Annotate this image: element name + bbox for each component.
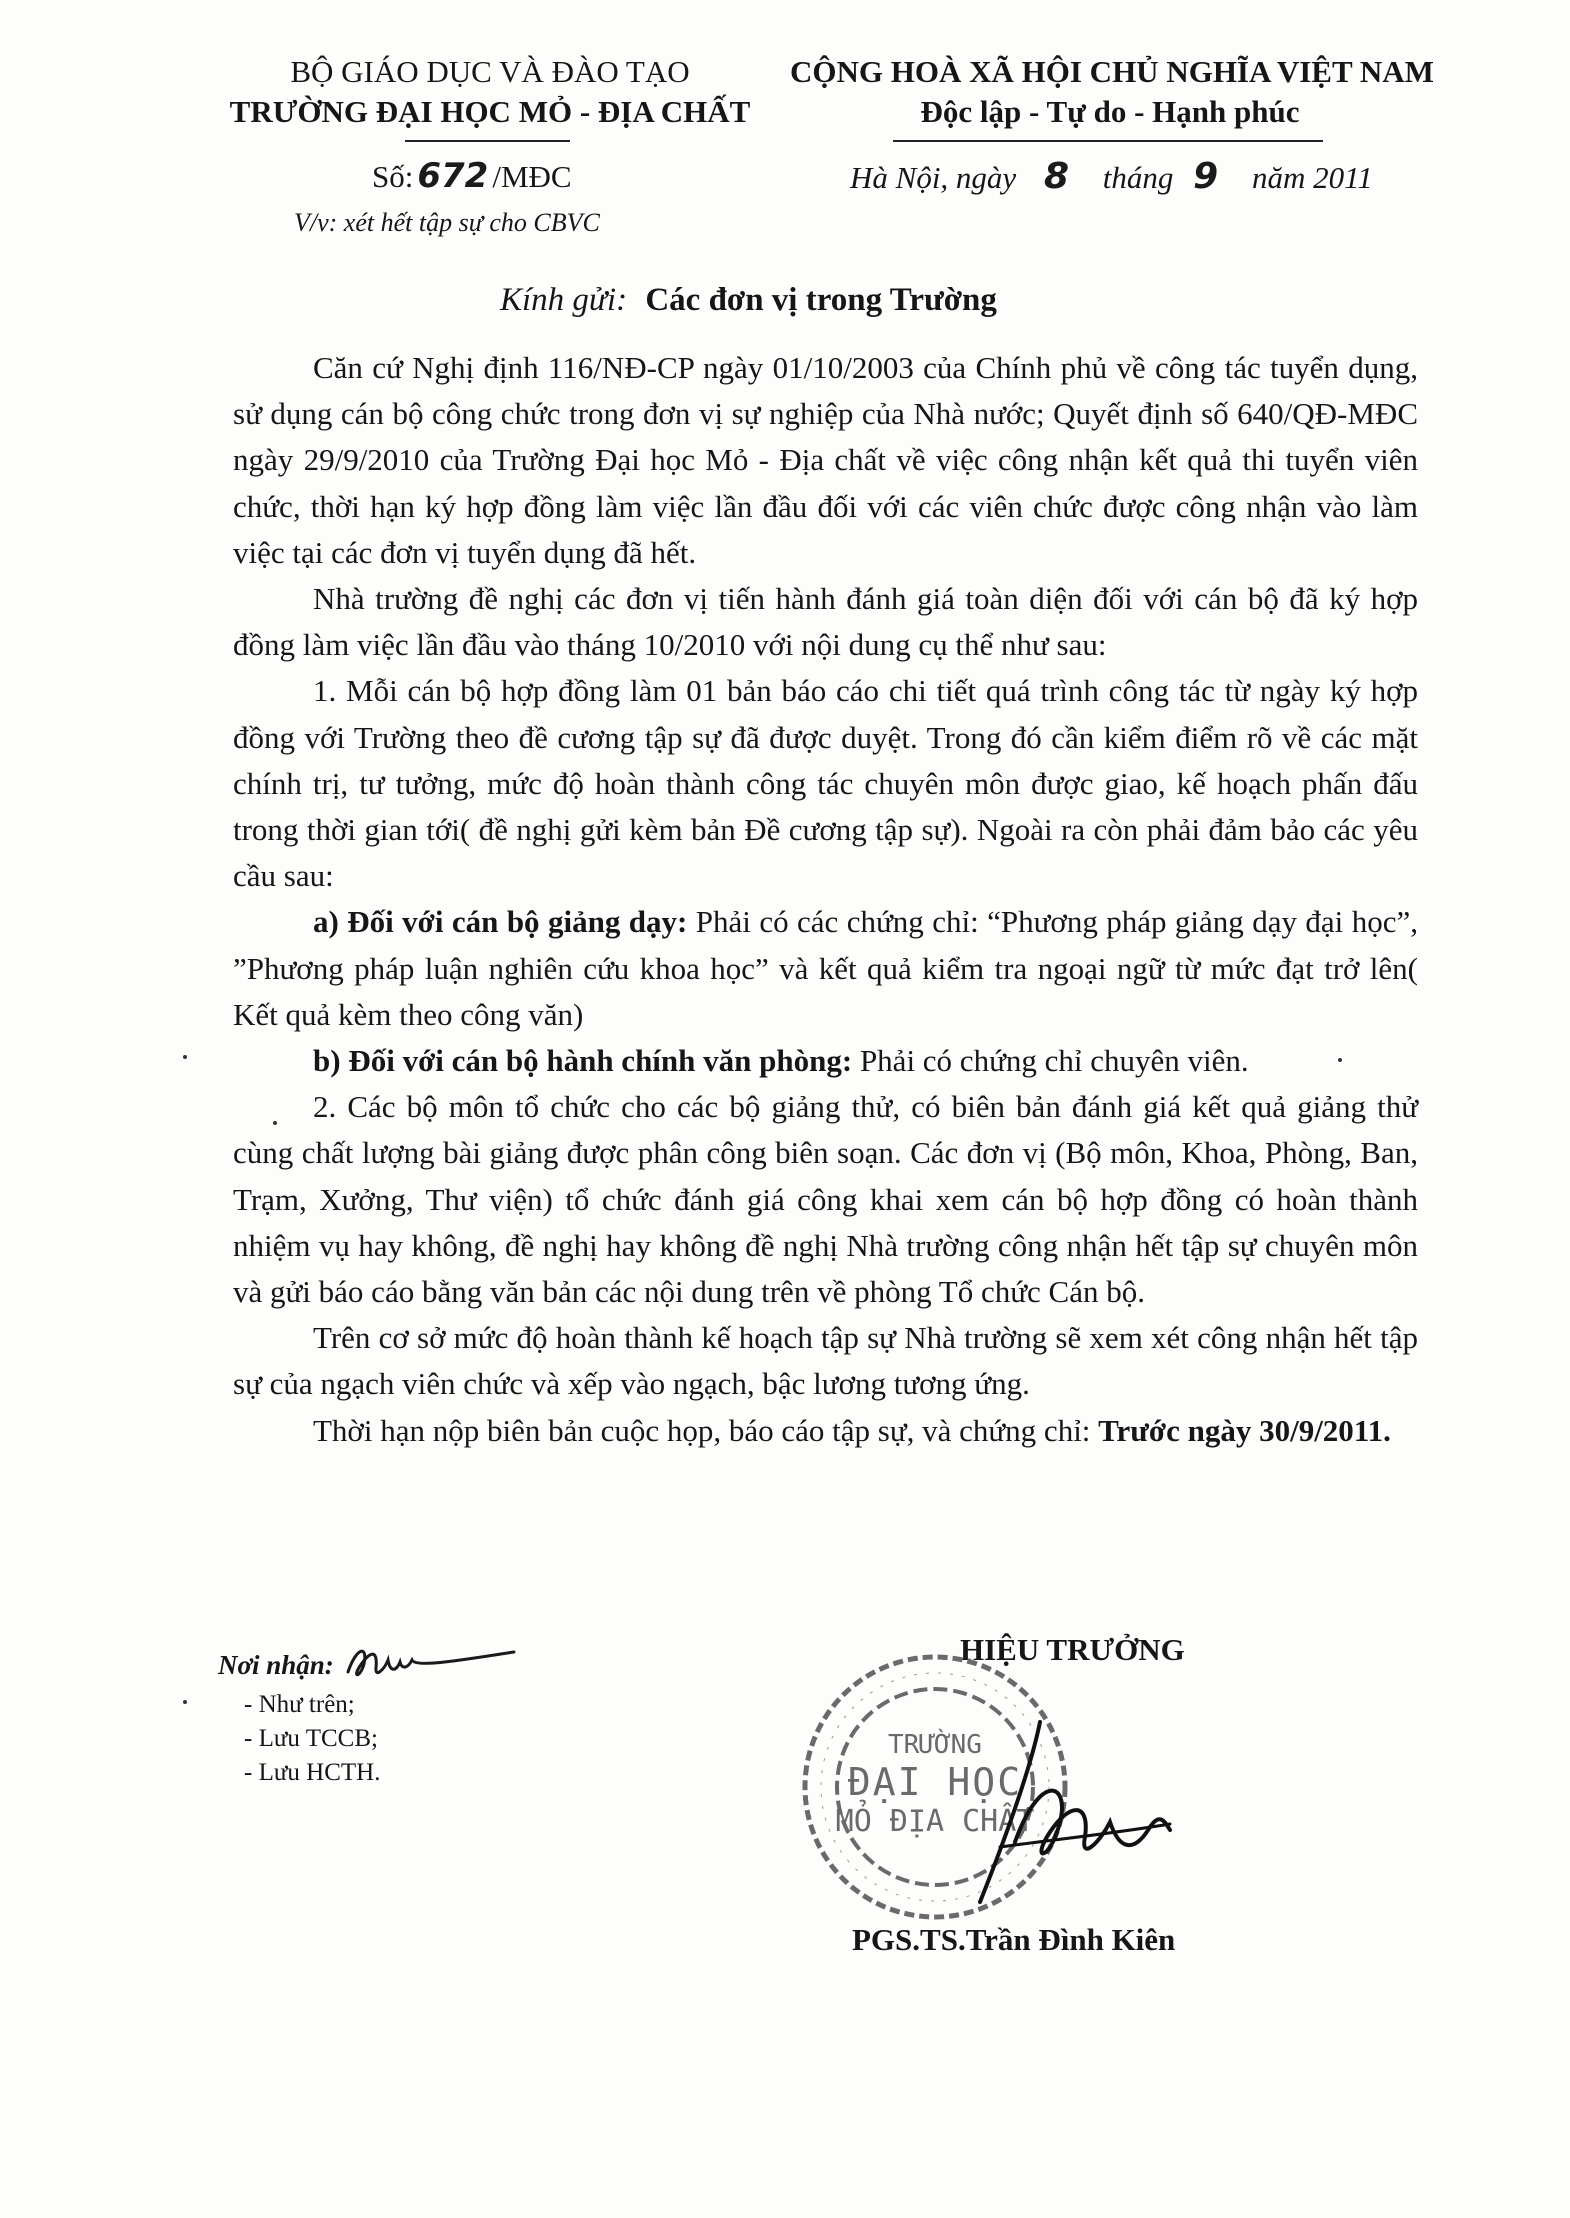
motto-underline [893,140,1323,142]
paragraph-item-a [233,899,1418,1038]
country-name: CỘNG HOÀ XÃ HỘI CHỦ NGHĨA VIỆT NAM [790,54,1434,89]
recipient-item: - Lưu HCTH. [244,1759,381,1786]
stamp-line-3: MỎ ĐỊA CHẤT [835,1804,1035,1839]
deadline-text: Thời hạn nộp biên bản cuộc họp, báo cáo tập sự, và chứng chỉ: [313,1412,1091,1448]
document-number [372,156,572,196]
ministry-name: BỘ GIÁO DỤC VÀ ĐÀO TẠO [290,54,690,89]
school-name: TRƯỜNG ĐẠI HỌC MỎ - ĐỊA CHẤT [229,94,751,129]
item-a-text: Phải có các chứng chỉ: “Phương pháp giảng dạy đại học”, ”Phương pháp luận nghiên cứu khoa học” và kết quả kiểm tra ngoại ngữ từ mức đạt trở lên( Kết quả kèm theo công văn) [233,904,1418,1032]
item-a-label: a) Đối với cán bộ giảng dạy: [313,904,688,940]
paragraph-item-1: 1. Mỗi cán bộ hợp đồng làm 01 bản báo cáo chi tiết quá trình công tác từ ngày ký hợp đồng với Trường theo đề cương tập sự đã được duyệt. Trong đó cần kiểm điểm rõ về các mặt chính trị, tư tưởng, mức độ hoàn thành công tác chuyên môn được giao, kế hoạch phấn đấu trong thời gian tới( đề nghị gửi kèm bản Đề cương tập sự). Ngoài ra còn phải đảm bảo các yêu cầu sau: [233,673,1418,894]
date-month-label: tháng [1102,160,1174,195]
issuer-underline [405,140,570,142]
greeting-recipient: Các đơn vị trong Trường [645,282,997,318]
stamp-line-1: TRƯỜNG [888,1730,982,1760]
issuer-block [185,52,795,132]
document-subject: V/v: xét hết tập sự cho CBVC [294,208,600,237]
paragraph-consideration: Trên cơ sở mức độ hoàn thành kế hoạch tập sự Nhà trường sẽ xem xét công nhận hết tập sự của ngạch viên chức và xếp vào ngạch, bậc lương tương ứng. [233,1320,1418,1402]
number-prefix: Số: [372,159,414,194]
greeting-label: Kính gửi: [500,282,628,318]
paragraph-item-2: 2. Các bộ môn tổ chức cho các bộ giảng thử, có biên bản đánh giá kết quả giảng thử cùng chất lượng bài giảng được phân công biên soạn. Các đơn vị (Bộ môn, Khoa, Phòng, Ban, Trạm, Xưởng, Thư viện) tổ chức đánh giá công khai xem cán bộ hợp đồng có hoàn thành nhiệm vụ hay không, đề nghị hay không đề nghị Nhà trường công nhận hết tập sự chuyên môn và gửi báo cáo bằng văn bản các nội dung trên về phòng Tổ chức Cán bộ. [233,1089,1418,1310]
recipients-list [218,1688,522,1790]
initials-signature-icon [342,1638,522,1688]
scan-speck [183,1700,187,1704]
signer-name: PGS.TS.Trần Đình Kiên [852,1922,1176,1957]
date-month: 9 [1193,156,1219,197]
signer-title: HIỆU TRƯỞNG [960,1632,1185,1667]
document-body [233,345,1418,1454]
scan-speck [273,1121,277,1125]
paragraph-deadline [233,1408,1418,1454]
paragraph-request: Nhà trường đề nghị các đơn vị tiến hành đánh giá toàn diện đối với cán bộ đã ký hợp đồng làm việc lần đầu vào tháng 10/2010 với nội dung cụ thể như sau: [233,581,1418,663]
recipients-block [218,1638,522,1790]
date-day: 8 [1043,156,1069,197]
recipients-header [218,1638,522,1688]
paragraph-item-b [233,1038,1418,1084]
date-place: Hà Nội, ngày [850,160,1017,195]
recipient-item: - Lưu TCCB; [244,1725,378,1752]
national-title-block [790,52,1434,132]
scan-speck [1338,1058,1342,1062]
stamp-line-2: ĐẠI HỌC [847,1760,1023,1804]
number-suffix: /MĐC [492,159,572,194]
date-year: năm 2011 [1251,160,1373,195]
signature-block [790,1632,1310,1962]
item-b-label: b) Đối với cán bộ hành chính văn phòng: [313,1043,853,1079]
paragraph-legal-basis: Căn cứ Nghị định 116/NĐ-CP ngày 01/10/2003 của Chính phủ về công tác tuyển dụng, sử dụng cán bộ công chức trong đơn vị sự nghiệp của Nhà nước; Quyết định số 640/QĐ-MĐC ngày 29/9/2010 của Trường Đại học Mỏ - Địa chất về việc công nhận kết quả thi tuyển viên chức, thời hạn ký hợp đồng làm việc lần đầu đối với các viên chức được công nhận vào làm việc tại các đơn vị tuyển dụng đã hết. [233,350,1418,570]
scan-speck [183,1055,187,1059]
number-handwritten: 672 [417,156,489,196]
recipient-item: - Như trên; [244,1691,355,1718]
item-b-text: Phải có chứng chỉ chuyên viên. [852,1043,1249,1079]
handwritten-signature-icon [960,1712,1180,1912]
national-motto: Độc lập - Tự do - Hạnh phúc [920,94,1300,129]
greeting [500,282,997,319]
recipients-label: Nơi nhận: [218,1650,334,1680]
date-line [850,156,1373,197]
deadline-date: Trước ngày 30/9/2011. [1098,1412,1391,1448]
